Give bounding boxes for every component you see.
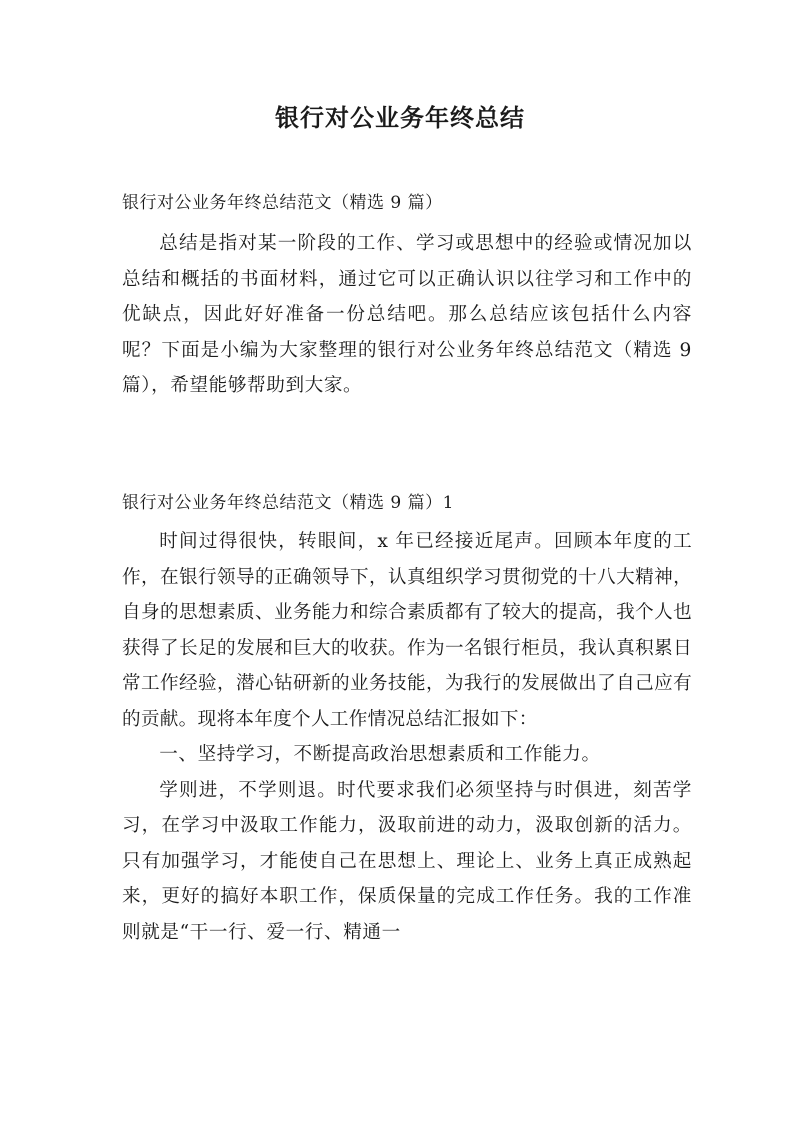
- article-subheading: 一、坚持学习，不断提高政治思想素质和工作能力。: [159, 744, 601, 765]
- document-title: 银行对公业务年终总结: [275, 104, 525, 132]
- intro-paragraph: 总结是指对某一阶段的工作、学习或思想中的经验或情况加以总结和概括的书面材料，通过它可以正确认识以往学习和工作中的优缺点，因此好好准备一份总结吧。那么总结应该包括什么内容呢？下面是小编为大家整理的银行对公业务年终总结范文（精选 9 篇），希望能够帮助到大家。: [122, 233, 692, 396]
- intro-heading: 银行对公业务年终总结范文（精选 9 篇）: [122, 193, 443, 213]
- article-paragraph: 时间过得很快，转眼间，x 年已经接近尾声。回顾本年度的工作，在银行领导的正确领导下，认真组织学习贯彻党的十八大精神，自身的思想素质、业务能力和综合素质都有了较大的提高，我个人也获得了长足的发展和巨大的收获。作为一名银行柜员，我认真积累日常工作经验，潜心钻研新的业务技能，为我行的发展做出了自己应有的贡献。现将本年度个人工作情况总结汇报如下：: [122, 531, 692, 730]
- article-heading: 银行对公业务年终总结范文（精选 9 篇）1: [122, 493, 454, 513]
- article-section: [122, 488, 692, 950]
- article-paragraph: 学则进，不学则退。时代要求我们必须坚持与时俱进，刻苦学习，在学习中汲取工作能力，汲取前进的动力，汲取创新的活力。只有加强学习，才能使自己在思想上、理论上、业务上真正成熟起来，更好的搞好本职工作，保质保量的完成工作任务。我的工作准则就是“干一行、爱一行、精通一: [122, 779, 692, 943]
- intro-section: [122, 188, 692, 404]
